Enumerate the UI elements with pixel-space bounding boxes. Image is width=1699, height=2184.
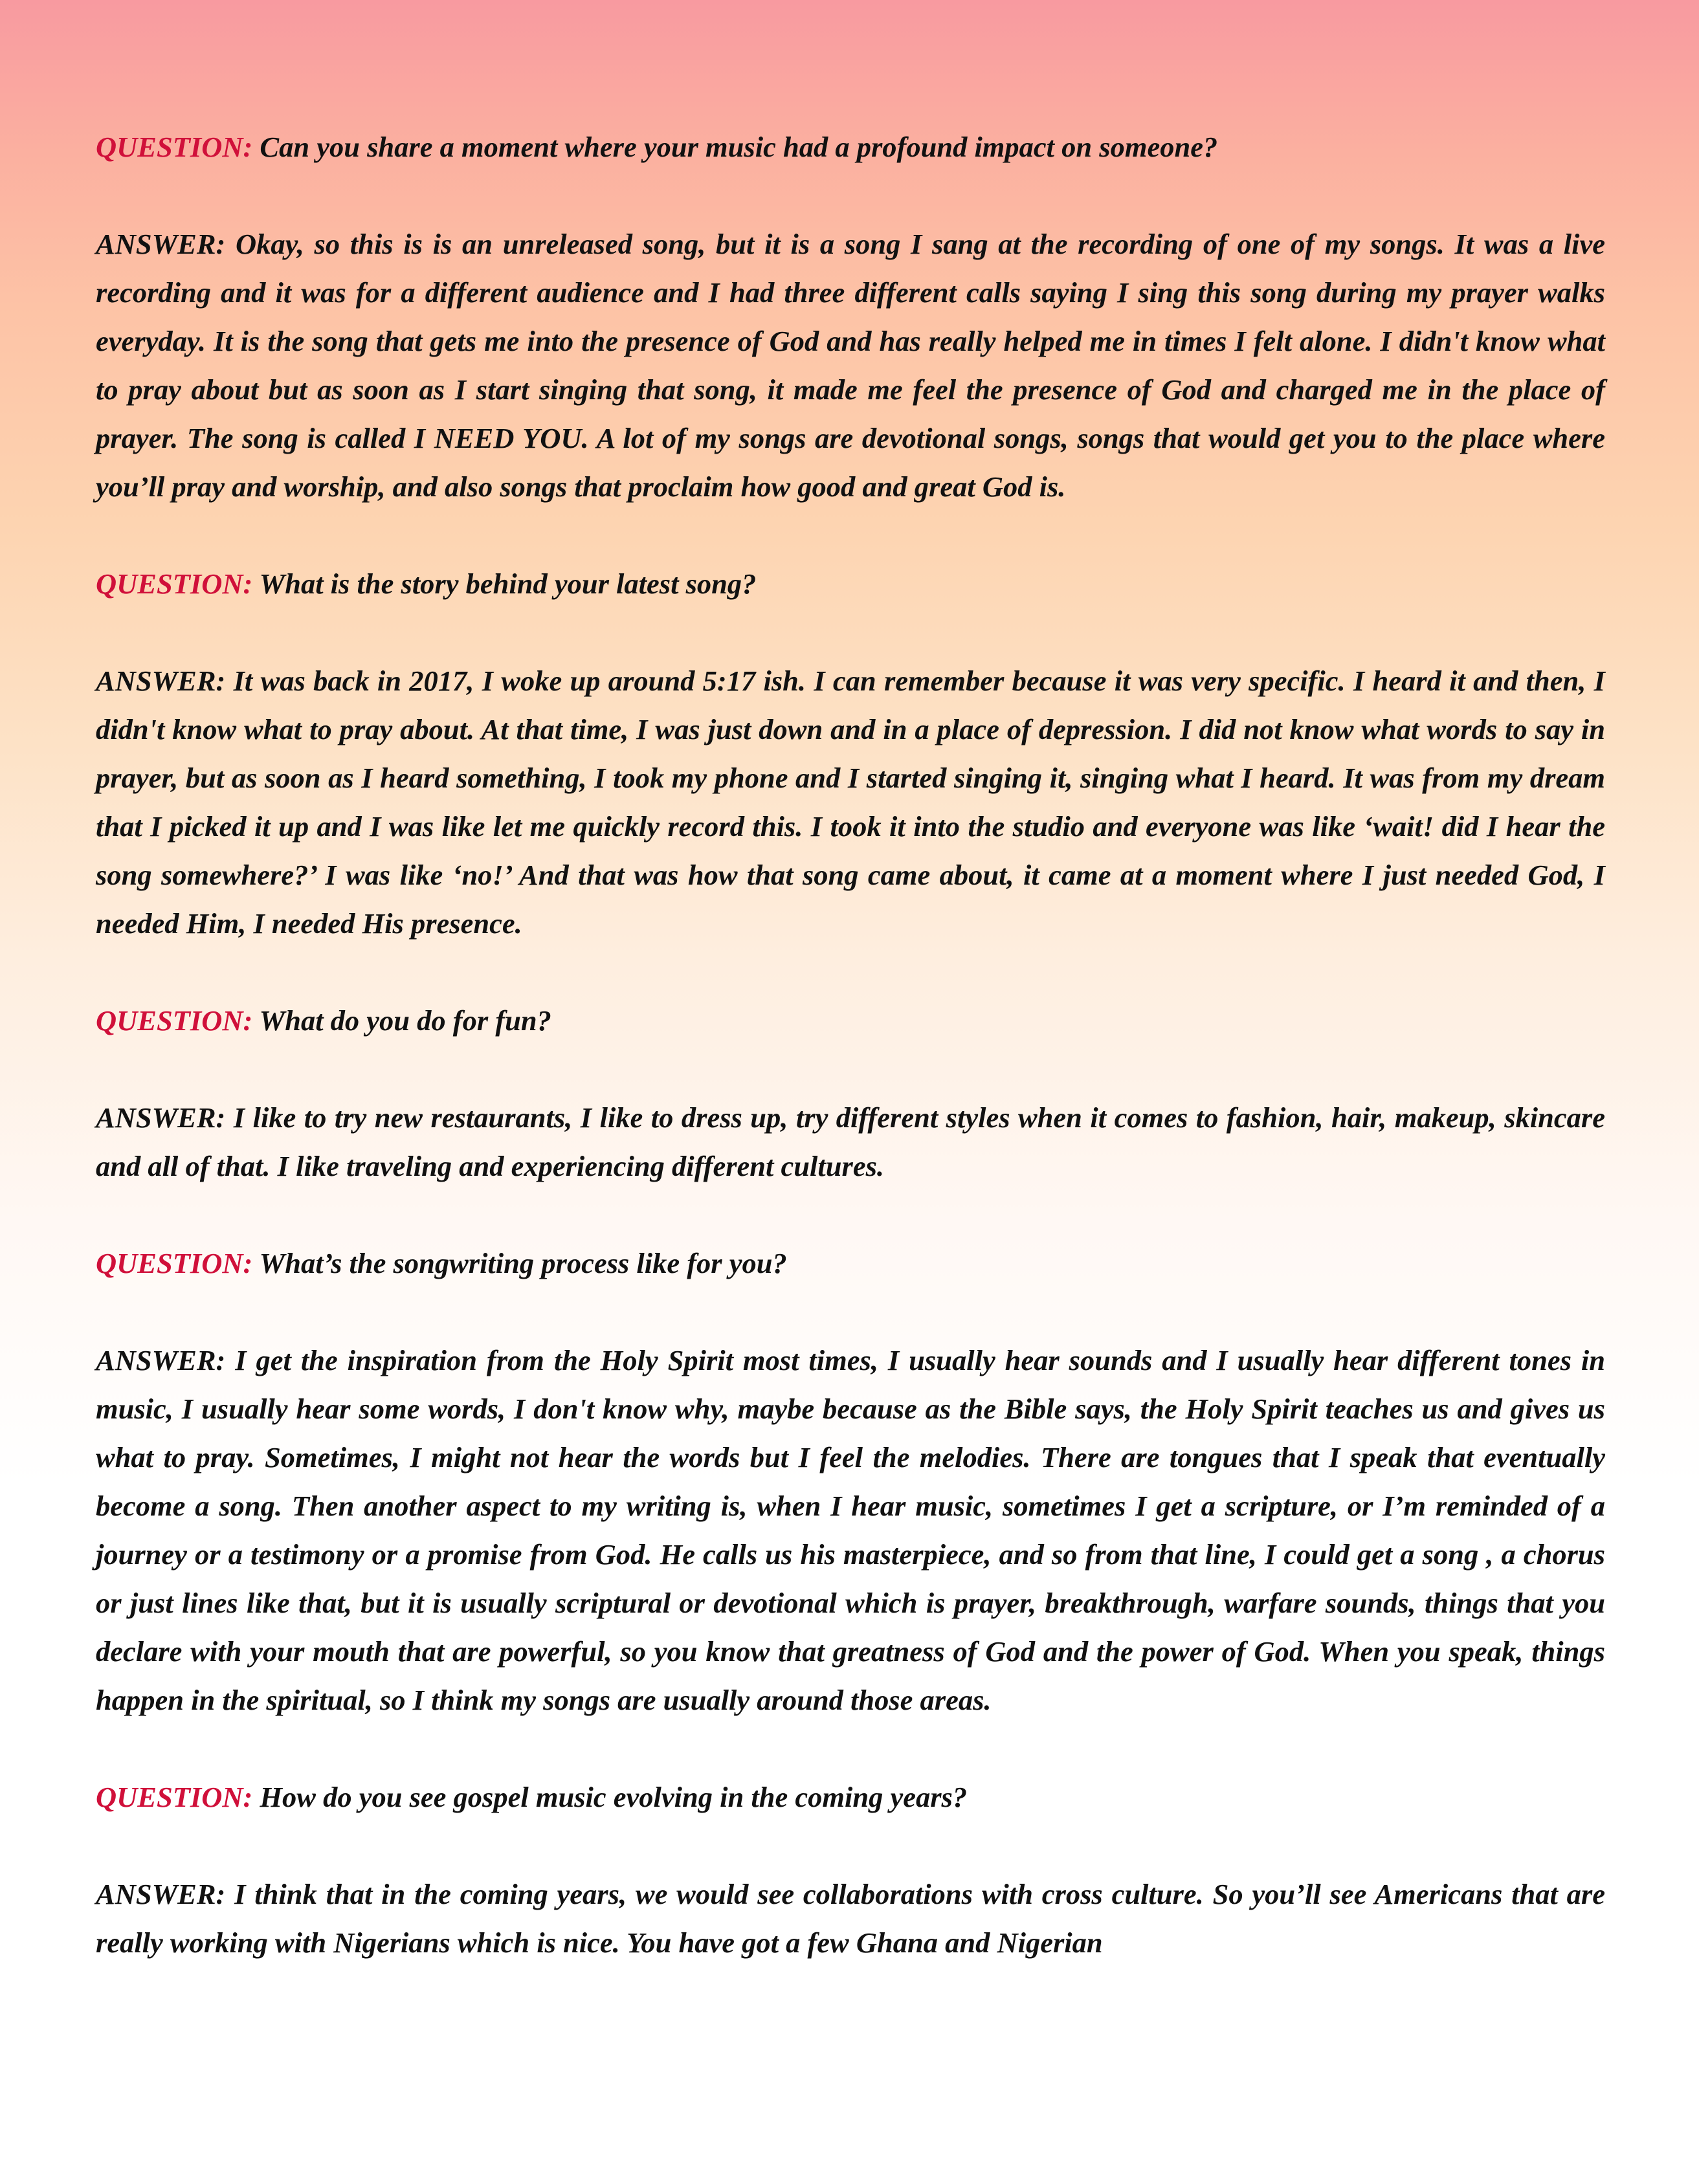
- question-label: QUESTION:: [96, 131, 253, 163]
- question-label: QUESTION:: [96, 568, 253, 600]
- question-label: QUESTION:: [96, 1781, 253, 1813]
- answer-4: ANSWER: I get the inspiration from the Holy Spirit most times, I usually hear sounds and I usually hear different tones in music, I usually hear some words, I don't know why, maybe because as the Bible says, the Holy Spirit teaches us and gives us what to pray. Sometimes, I might not hear the words but I feel the melodies. There are tongues that I speak that eventually become a song. Then another aspect to my writing is, when I hear music, sometimes I get a scripture, or I’m reminded of a journey or a testimony or a promise from God. He calls us his masterpiece, and so from that line, I could get a song , a chorus or just lines like that, but it is usually scriptural or devotional which is prayer, breakthrough, warfare sounds, things that you declare with your mouth that are powerful, so you know that greatness of God and the power of God. When you speak, things happen in the spiritual, so I think my songs are usually around those areas.: [96, 1344, 1605, 1716]
- question-label: QUESTION:: [96, 1247, 253, 1279]
- question-text: How do you see gospel music evolving in the coming years?: [260, 1781, 968, 1813]
- question-text: What do you do for fun?: [259, 1004, 551, 1037]
- question-text: Can you share a moment where your music had a profound impact on someone?: [260, 131, 1218, 163]
- question-5: [96, 1773, 1605, 1822]
- question-3: [96, 997, 1605, 1045]
- answer-2: ANSWER: It was back in 2017, I woke up around 5:17 ish. I can remember because it was very specific. I heard it and then, I didn't know what to pray about. At that time, I was just down and in a place of depression. I did not know what words to say in prayer, but as soon as I heard something, I took my phone and I started singing it, singing what I heard. It was from my dream that I picked it up and I was like let me quickly record this. I took it into the studio and everyone was like ‘wait! did I hear the song somewhere?’ I was like ‘no!’ And that was how that song came about, it came at a moment where I just needed God, I needed Him, I needed His presence.: [96, 665, 1605, 940]
- question-1: [96, 123, 1605, 171]
- question-4: [96, 1239, 1605, 1288]
- answer-3: ANSWER: I like to try new restaurants, I like to dress up, try different styles when it comes to fashion, hair, makeup, skincare and all of that. I like traveling and experiencing different cultures.: [96, 1101, 1605, 1182]
- question-text: What is the story behind your latest song?: [259, 568, 757, 600]
- question-text: What’s the songwriting process like for you?: [259, 1247, 787, 1279]
- interview-body: [96, 123, 1605, 1967]
- question-label: QUESTION:: [96, 1004, 253, 1037]
- question-2: [96, 560, 1605, 608]
- answer-5: ANSWER: I think that in the coming years, we would see collaborations with cross culture. So you’ll see Americans that are really working with Nigerians which is nice. You have got a few Ghana and Nigerian: [96, 1878, 1605, 1959]
- answer-1: ANSWER: Okay, so this is is an unreleased song, but it is a song I sang at the recording of one of my songs. It was a live recording and it was for a different audience and I had three different calls saying I sing this song during my prayer walks everyday. It is the song that gets me into the presence of God and has really helped me in times I felt alone. I didn't know what to pray about but as soon as I start singing that song, it made me feel the presence of God and charged me in the place of prayer. The song is called I NEED YOU. A lot of my songs are devotional songs, songs that would get you to the place where you’ll pray and worship, and also songs that proclaim how good and great God is.: [96, 228, 1605, 503]
